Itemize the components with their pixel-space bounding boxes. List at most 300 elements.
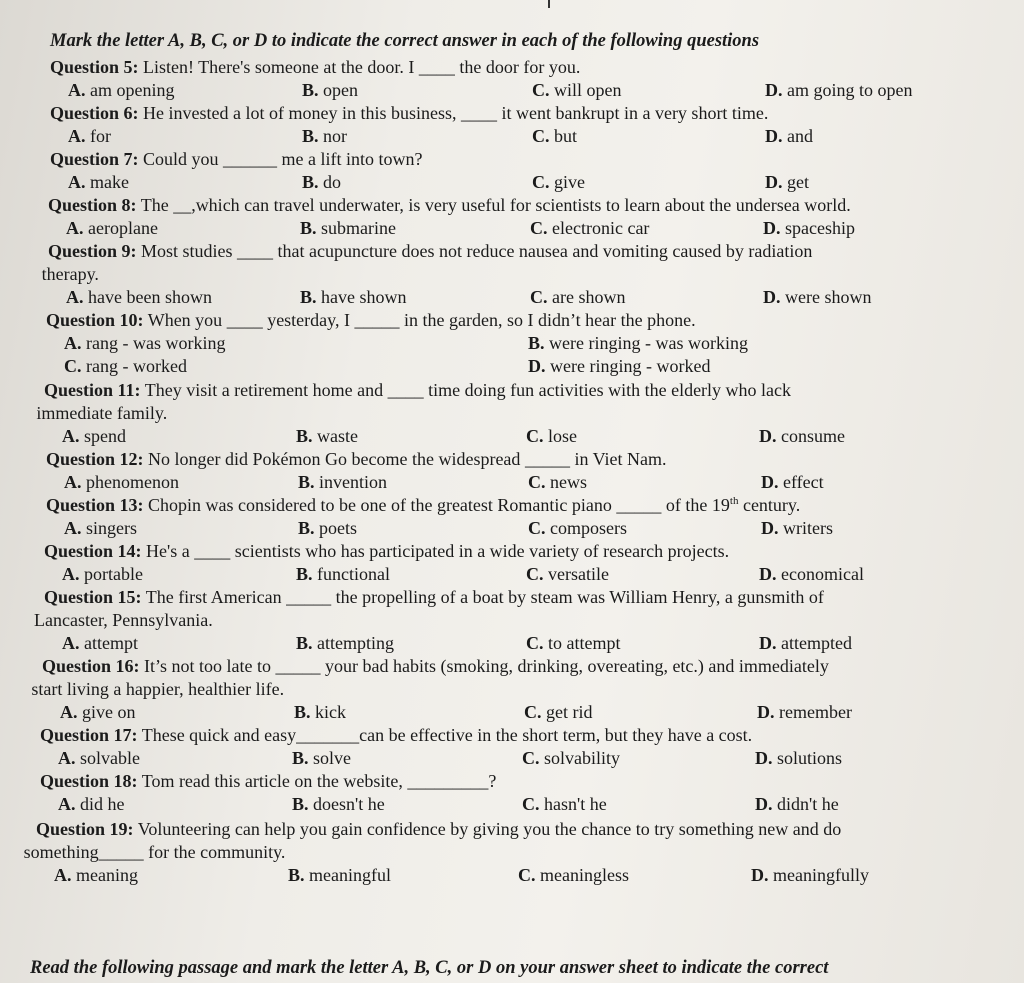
option-a[interactable] — [66, 286, 212, 309]
option-c[interactable] — [530, 217, 649, 240]
options-row — [44, 632, 1004, 655]
option-text: and — [787, 126, 813, 146]
question-18 — [40, 770, 1004, 816]
option-b[interactable] — [300, 286, 407, 309]
question-number: Question 6: — [50, 103, 139, 123]
option-a[interactable] — [62, 632, 138, 655]
stem-text: that acupuncture does not reduce nausea and vomiting caused by radiation — [273, 241, 813, 261]
option-text: attempt — [84, 633, 138, 653]
option-letter: A. — [58, 748, 76, 768]
answer-blank: ____ — [237, 241, 274, 261]
option-text: to attempt — [548, 633, 621, 653]
option-text: news — [550, 472, 587, 492]
option-letter: C. — [522, 748, 540, 768]
stem-text: your bad habits (smoking, drinking, overeating, etc.) and immediately — [320, 656, 829, 676]
option-letter: C. — [530, 287, 548, 307]
option-letter: B. — [302, 80, 319, 100]
stem-text: These quick and easy — [141, 725, 297, 745]
stem-text: Listen! There's someone at the door. I — [143, 57, 419, 77]
answer-blank: _____ — [98, 842, 144, 862]
stem-text: of the 19 — [661, 495, 730, 515]
stem-text: in Viet Nam. — [569, 449, 667, 469]
question-stem — [50, 148, 1004, 171]
option-letter: D. — [755, 794, 773, 814]
stem-text: me a lift into town? — [277, 149, 423, 169]
answer-blank: _____ — [524, 449, 570, 469]
stem-text: When you — [147, 310, 227, 330]
option-letter: C. — [518, 865, 536, 885]
option-text: are shown — [552, 287, 626, 307]
question-stem — [46, 494, 1004, 517]
option-text: rang - was working — [86, 333, 226, 353]
options-row — [36, 864, 1004, 887]
question-8 — [48, 194, 1004, 240]
option-text: portable — [84, 564, 143, 584]
option-letter: D. — [761, 472, 779, 492]
stem-text: yesterday, I — [262, 310, 355, 330]
option-letter: C. — [528, 518, 546, 538]
option-letter: D. — [759, 633, 777, 653]
stem-text: The first American — [145, 587, 287, 607]
option-d[interactable] — [751, 864, 869, 887]
question-number: Question 5: — [50, 57, 139, 77]
option-d[interactable] — [528, 355, 710, 378]
option-text: invention — [319, 472, 388, 492]
option-letter: D. — [765, 80, 783, 100]
option-c[interactable] — [526, 425, 577, 448]
answer-blank: _____ — [616, 495, 662, 515]
stem-text: Tom read this article on the website, — [141, 771, 408, 791]
question-stem — [46, 448, 1004, 471]
option-letter: D. — [761, 518, 779, 538]
option-b[interactable] — [300, 217, 396, 240]
option-letter: D. — [765, 126, 783, 146]
option-b[interactable] — [298, 471, 387, 494]
option-letter: B. — [298, 472, 315, 492]
option-letter: D. — [755, 748, 773, 768]
question-stem — [48, 240, 1004, 263]
option-text: meaningful — [309, 865, 391, 885]
stem-text: Could you — [143, 149, 224, 169]
option-letter: C. — [64, 356, 82, 376]
question-stem — [42, 655, 1004, 678]
options-row — [42, 701, 1004, 724]
question-stem — [40, 770, 1004, 793]
option-text: phenomenon — [86, 472, 179, 492]
option-text: spend — [84, 426, 126, 446]
option-d[interactable] — [763, 286, 871, 309]
option-d[interactable] — [765, 125, 813, 148]
option-text: hasn't he — [544, 794, 607, 814]
stem-text: ,which can travel underwater, is very useful for scientists to learn about the undersea world. — [191, 195, 851, 215]
option-letter: B. — [302, 126, 319, 146]
option-text: for — [90, 126, 111, 146]
option-text: solutions — [777, 748, 843, 768]
option-b[interactable] — [288, 864, 391, 887]
question-stem — [50, 102, 1004, 125]
option-letter: B. — [288, 865, 305, 885]
question-number: Question 15: — [44, 587, 142, 607]
stem-text: He's a — [146, 541, 195, 561]
option-b[interactable] — [292, 793, 385, 816]
passage-instruction: Read the following passage and mark the letter A, B, C, or D on your answer sheet to indicate the correct — [30, 958, 829, 978]
stem-text: He invested a lot of money in this business, — [143, 103, 461, 123]
question-6 — [50, 102, 1004, 148]
option-text: electronic car — [552, 218, 650, 238]
option-letter: B. — [292, 748, 309, 768]
question-19 — [23, 818, 1004, 887]
options-grid — [46, 332, 1004, 379]
stem-text: Chopin was considered to be one of the greatest Romantic piano — [148, 495, 617, 515]
option-c[interactable] — [522, 747, 620, 770]
stem-text: immediate family. — [36, 403, 168, 423]
instruction: Mark the letter A, B, C, or D to indicate the correct answer in each of the following questions — [50, 31, 760, 51]
question-stem-continued — [36, 402, 1004, 425]
stem-text: time doing fun activities with the elderly who lack — [423, 380, 792, 400]
option-a[interactable] — [64, 517, 137, 540]
stem-text: therapy. — [41, 264, 99, 284]
option-c[interactable] — [524, 701, 593, 724]
option-text: do — [323, 172, 342, 192]
option-text: meaningless — [540, 865, 629, 885]
question-stem — [46, 309, 1004, 332]
question-number: Question 13: — [46, 495, 144, 515]
question-stem — [48, 194, 1004, 217]
option-d[interactable] — [761, 471, 824, 494]
question-7 — [50, 148, 1004, 194]
option-text: meaningfully — [773, 865, 869, 885]
question-stem — [36, 818, 1004, 841]
option-text: didn't he — [777, 794, 839, 814]
option-text: attempted — [781, 633, 852, 653]
option-text: poets — [319, 518, 358, 538]
option-d[interactable] — [765, 79, 912, 102]
option-a[interactable] — [64, 332, 225, 355]
option-letter: C. — [528, 472, 546, 492]
option-letter: A. — [64, 472, 82, 492]
options-row — [40, 793, 1004, 816]
option-c[interactable] — [64, 355, 187, 378]
option-letter: C. — [530, 218, 548, 238]
option-letter: C. — [526, 426, 544, 446]
stem-text: it went bankrupt in a very short time. — [496, 103, 769, 123]
option-letter: A. — [64, 333, 82, 353]
option-letter: A. — [54, 865, 72, 885]
option-letter: D. — [759, 564, 777, 584]
option-text: spaceship — [785, 218, 855, 238]
option-a[interactable] — [68, 125, 111, 148]
option-letter: B. — [300, 218, 317, 238]
question-stem — [44, 586, 1004, 609]
question-number: Question 10: — [46, 310, 144, 330]
question-stem-continued — [31, 678, 1004, 701]
question-13 — [46, 494, 1004, 540]
answer-blank: ____ — [418, 57, 455, 77]
option-letter: B. — [300, 287, 317, 307]
question-stem — [44, 379, 1004, 402]
options-row — [50, 79, 1004, 102]
option-letter: A. — [68, 126, 86, 146]
option-text: composers — [550, 518, 627, 538]
option-b[interactable] — [302, 79, 358, 102]
option-letter: D. — [763, 287, 781, 307]
option-letter: C. — [532, 126, 550, 146]
option-letter: A. — [68, 172, 86, 192]
option-letter: A. — [62, 564, 80, 584]
option-b[interactable] — [298, 517, 357, 540]
stem-text: in the garden, so I didn’t hear the phone. — [399, 310, 696, 330]
option-letter: B. — [294, 702, 311, 722]
question-9 — [41, 240, 1004, 309]
answer-blank: _____ — [354, 310, 400, 330]
answer-blank: _____ — [275, 656, 321, 676]
option-c[interactable] — [530, 286, 625, 309]
option-text: did he — [80, 794, 125, 814]
option-c[interactable] — [526, 632, 620, 655]
option-text: get rid — [546, 702, 593, 722]
stem-text: for the community. — [143, 842, 286, 862]
option-letter: B. — [296, 426, 313, 446]
question-stem-continued — [24, 841, 1004, 864]
option-b[interactable] — [302, 171, 341, 194]
option-text: writers — [783, 518, 833, 538]
option-d[interactable] — [765, 171, 809, 194]
option-letter: A. — [62, 426, 80, 446]
option-letter: B. — [292, 794, 309, 814]
option-a[interactable] — [68, 171, 129, 194]
option-letter: D. — [759, 426, 777, 446]
question-number: Question 14: — [44, 541, 142, 561]
option-letter: C. — [522, 794, 540, 814]
option-text: functional — [317, 564, 390, 584]
option-c[interactable] — [526, 563, 609, 586]
stem-text: Lancaster, Pennsylvania. — [34, 610, 213, 630]
question-number: Question 19: — [36, 819, 134, 839]
question-number: Question 17: — [40, 725, 138, 745]
options-row — [48, 217, 1004, 240]
option-d[interactable] — [755, 793, 839, 816]
option-letter: A. — [68, 80, 86, 100]
option-text: consume — [781, 426, 845, 446]
option-letter: B. — [296, 633, 313, 653]
stem-text: The — [140, 195, 174, 215]
option-text: solvability — [544, 748, 620, 768]
option-b[interactable] — [302, 125, 347, 148]
stem-text: century. — [738, 495, 801, 515]
question-list — [23, 30, 1004, 887]
question-number: Question 8: — [48, 195, 137, 215]
option-letter: A. — [62, 633, 80, 653]
option-text: doesn't he — [313, 794, 385, 814]
option-text: were ringing - was working — [549, 333, 748, 353]
option-a[interactable] — [58, 747, 140, 770]
stem-text: It’s not too late to — [144, 656, 276, 676]
answer-blank: _______ — [296, 725, 360, 745]
option-letter: B. — [298, 518, 315, 538]
option-text: were shown — [785, 287, 872, 307]
option-b[interactable] — [292, 747, 351, 770]
option-letter: B. — [302, 172, 319, 192]
option-text: will open — [554, 80, 622, 100]
question-number: Question 7: — [50, 149, 139, 169]
option-text: get — [787, 172, 809, 192]
option-letter: C. — [532, 80, 550, 100]
page-edge-mark — [548, 0, 550, 8]
ordinal-suffix: th — [729, 495, 739, 507]
stem-text: can be effective in the short term, but they have a cost. — [359, 725, 753, 745]
option-text: open — [323, 80, 359, 100]
option-letter: B. — [528, 333, 545, 353]
option-c[interactable] — [522, 793, 607, 816]
option-a[interactable] — [54, 864, 138, 887]
question-17 — [40, 724, 1004, 770]
option-text: singers — [86, 518, 137, 538]
option-text: were ringing - worked — [550, 356, 711, 376]
option-b[interactable] — [294, 701, 346, 724]
stem-text: the door for you. — [454, 57, 581, 77]
option-text: effect — [783, 472, 824, 492]
option-d[interactable] — [757, 701, 852, 724]
option-letter: C. — [526, 633, 544, 653]
question-number: Question 16: — [42, 656, 140, 676]
question-stem — [40, 724, 1004, 747]
stem-text: Most studies — [141, 241, 238, 261]
option-letter: A. — [58, 794, 76, 814]
stem-text: the propelling of a boat by steam was William Henry, a gunsmith of — [331, 587, 824, 607]
option-letter: D. — [528, 356, 546, 376]
option-text: nor — [323, 126, 348, 146]
option-text: attempting — [317, 633, 394, 653]
options-row — [50, 125, 1004, 148]
question-number: Question 18: — [40, 771, 138, 791]
question-number: Question 9: — [48, 241, 137, 261]
option-letter: C. — [524, 702, 542, 722]
question-stem — [44, 540, 1004, 563]
option-c[interactable] — [532, 79, 622, 102]
answer-blank: ____ — [226, 310, 263, 330]
option-letter: A. — [64, 518, 82, 538]
answer-blank: _____ — [286, 587, 332, 607]
options-row — [44, 425, 1004, 448]
question-number: Question 11: — [44, 380, 141, 400]
options-row — [48, 286, 1004, 309]
options-row — [46, 471, 1004, 494]
option-text: submarine — [321, 218, 396, 238]
option-a[interactable] — [62, 563, 143, 586]
option-text: am going to open — [787, 80, 913, 100]
option-a[interactable] — [68, 79, 174, 102]
option-d[interactable] — [763, 217, 855, 240]
option-text: am opening — [90, 80, 175, 100]
questions-container — [23, 56, 1004, 887]
answer-blank: __ — [173, 195, 192, 215]
option-text: kick — [315, 702, 347, 722]
option-b[interactable] — [296, 563, 390, 586]
stem-text: scientists who has participated in a wide variety of research projects. — [230, 541, 730, 561]
option-text: solvable — [80, 748, 140, 768]
option-letter: A. — [66, 218, 84, 238]
option-d[interactable] — [755, 747, 842, 770]
question-15 — [34, 586, 1004, 655]
option-d[interactable] — [759, 632, 852, 655]
stem-text: ? — [488, 771, 497, 791]
option-a[interactable] — [58, 793, 125, 816]
option-letter: D. — [765, 172, 783, 192]
question-16 — [31, 655, 1004, 724]
option-letter: C. — [532, 172, 550, 192]
options-row — [50, 171, 1004, 194]
question-number: Question 12: — [46, 449, 144, 469]
question-stem-continued — [42, 263, 1004, 286]
question-14 — [44, 540, 1004, 586]
question-11 — [36, 379, 1004, 448]
option-text: aeroplane — [88, 218, 158, 238]
option-a[interactable] — [64, 471, 179, 494]
option-letter: D. — [751, 865, 769, 885]
option-text: give — [554, 172, 585, 192]
option-letter: D. — [757, 702, 775, 722]
option-text: make — [90, 172, 129, 192]
question-stem — [50, 56, 1004, 79]
option-text: give on — [82, 702, 136, 722]
option-text: versatile — [548, 564, 609, 584]
answer-blank: ____ — [194, 541, 231, 561]
option-c[interactable] — [532, 125, 577, 148]
question-stem-continued — [34, 609, 1004, 632]
option-text: but — [554, 126, 578, 146]
stem-text: start living a happier, healthier life. — [31, 679, 285, 699]
option-text: economical — [781, 564, 864, 584]
option-d[interactable] — [759, 563, 864, 586]
option-b[interactable] — [528, 332, 748, 355]
answer-blank: _________ — [407, 771, 489, 791]
option-a[interactable] — [66, 217, 158, 240]
option-text: remember — [779, 702, 852, 722]
question-12 — [46, 448, 1004, 494]
stem-text: They visit a retirement home and — [144, 380, 388, 400]
option-b[interactable] — [296, 425, 358, 448]
option-b[interactable] — [296, 632, 394, 655]
option-c[interactable] — [532, 171, 585, 194]
option-d[interactable] — [759, 425, 845, 448]
options-row — [46, 517, 1004, 540]
option-text: waste — [317, 426, 358, 446]
option-text: have shown — [321, 287, 407, 307]
option-text: rang - worked — [86, 356, 187, 376]
stem-text: No longer did Pokémon Go become the widespread — [148, 449, 525, 469]
option-a[interactable] — [62, 425, 126, 448]
option-letter: B. — [296, 564, 313, 584]
option-text: lose — [548, 426, 577, 446]
option-c[interactable] — [518, 864, 629, 887]
question-10 — [46, 309, 1004, 379]
question-5 — [50, 56, 1004, 102]
answer-blank: ____ — [460, 103, 497, 123]
option-d[interactable] — [761, 517, 833, 540]
answer-blank: ____ — [387, 380, 424, 400]
stem-text: Volunteering can help you gain confidence by giving you the chance to try something new and do — [137, 819, 842, 839]
option-letter: A. — [66, 287, 84, 307]
option-letter: A. — [60, 702, 78, 722]
option-c[interactable] — [528, 517, 627, 540]
option-c[interactable] — [528, 471, 587, 494]
option-text: solve — [313, 748, 352, 768]
option-text: have been shown — [88, 287, 212, 307]
option-letter: C. — [526, 564, 544, 584]
answer-blank: ______ — [223, 149, 278, 169]
option-a[interactable] — [60, 701, 136, 724]
option-letter: D. — [763, 218, 781, 238]
